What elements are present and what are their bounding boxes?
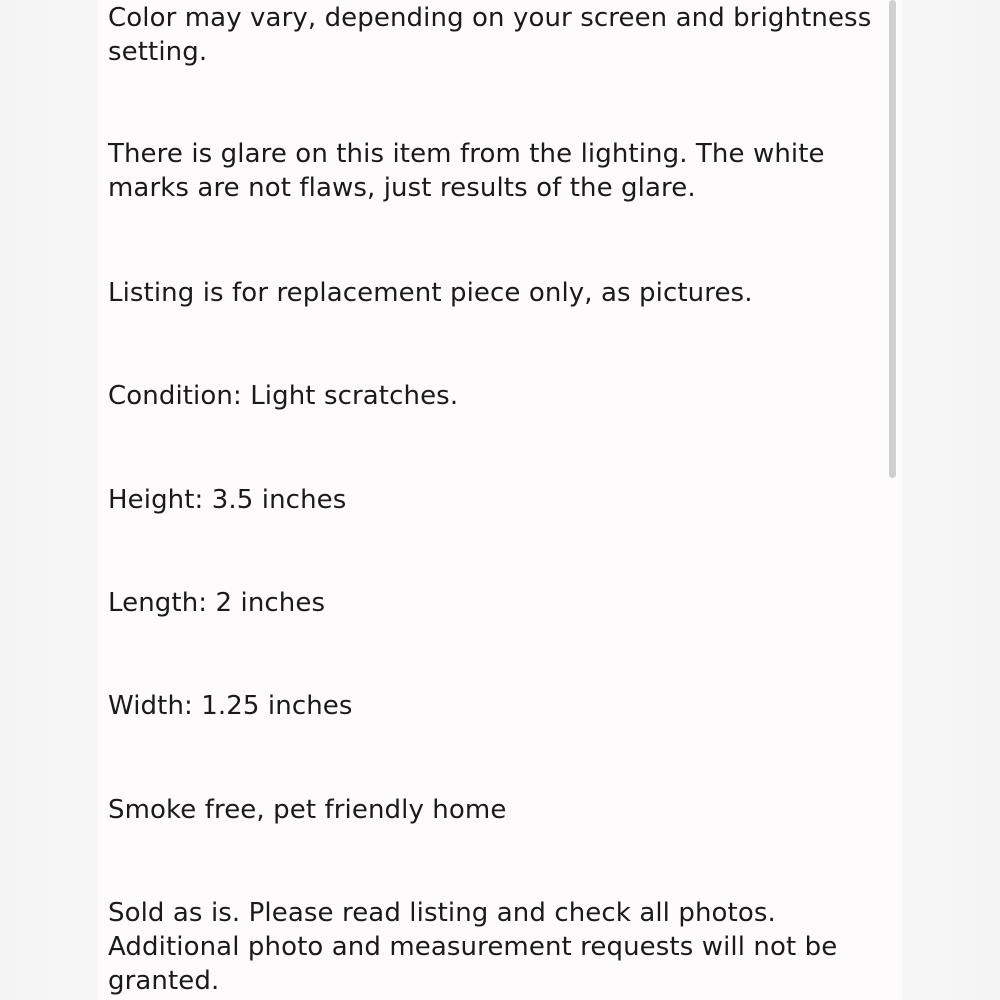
listing-description-panel — [98, 0, 902, 1000]
description-paragraph-replacement: Listing is for replacement piece only, as pictures. — [108, 278, 753, 308]
description-paragraph-length: Length: 2 inches — [108, 588, 326, 618]
description-paragraph-height: Height: 3.5 inches — [108, 485, 347, 515]
description-paragraph-glare: There is glare on this item from the lighting. The white marks are not flaws, just results of the glare. — [108, 139, 825, 203]
left-background — [0, 0, 98, 1000]
description-paragraph-condition: Condition: Light scratches. — [108, 381, 459, 411]
description-paragraph-width: Width: 1.25 inches — [108, 691, 353, 721]
description-paragraph-sold-as-is: Sold as is. Please read listing and check all photos. Additional photo and measurement requests will not be granted. — [108, 898, 838, 996]
description-paragraph-home: Smoke free, pet friendly home — [108, 795, 507, 825]
right-background — [902, 0, 1000, 1000]
scrollbar-thumb[interactable] — [889, 0, 896, 478]
description-paragraph-color: Color may vary, depending on your screen and brightness setting. — [108, 3, 872, 67]
